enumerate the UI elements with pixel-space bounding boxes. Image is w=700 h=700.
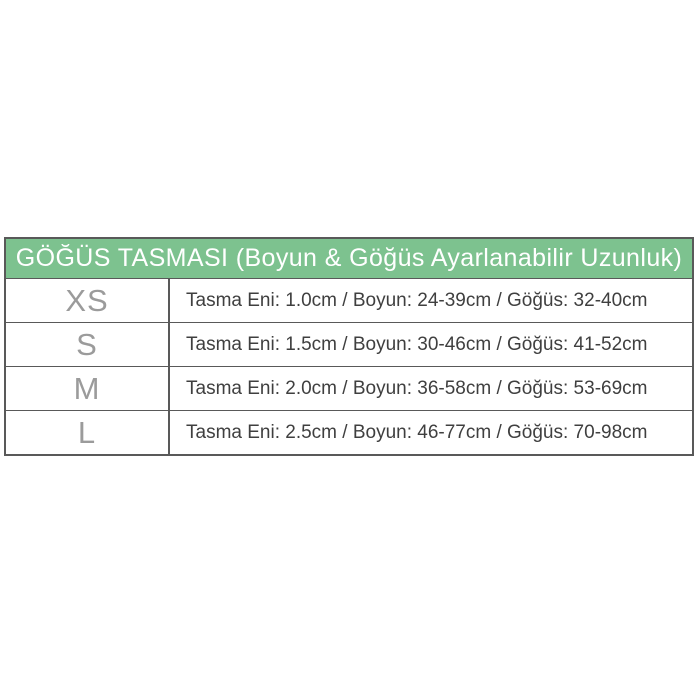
table-row [6, 410, 692, 454]
size-chart-table [4, 237, 694, 456]
size-label: L [6, 411, 170, 454]
table-row [6, 366, 692, 410]
size-details: Tasma Eni: 1.5cm / Boyun: 30-46cm / Göğüs: 41-52cm [186, 333, 648, 355]
size-label: S [6, 323, 170, 366]
size-details: Tasma Eni: 2.5cm / Boyun: 46-77cm / Göğüs: 70-98cm [186, 421, 648, 443]
size-details: Tasma Eni: 2.0cm / Boyun: 36-58cm / Göğüs: 53-69cm [186, 377, 648, 399]
table-row [6, 322, 692, 366]
size-label: XS [6, 279, 170, 322]
table-row [6, 278, 692, 322]
table-header [6, 239, 692, 278]
table-title: GÖĞÜS TASMASI (Boyun & Göğüs Ayarlanabilir Uzunluk) [15, 244, 683, 272]
size-details: Tasma Eni: 1.0cm / Boyun: 24-39cm / Göğüs: 32-40cm [186, 289, 648, 311]
size-label: M [6, 367, 170, 410]
